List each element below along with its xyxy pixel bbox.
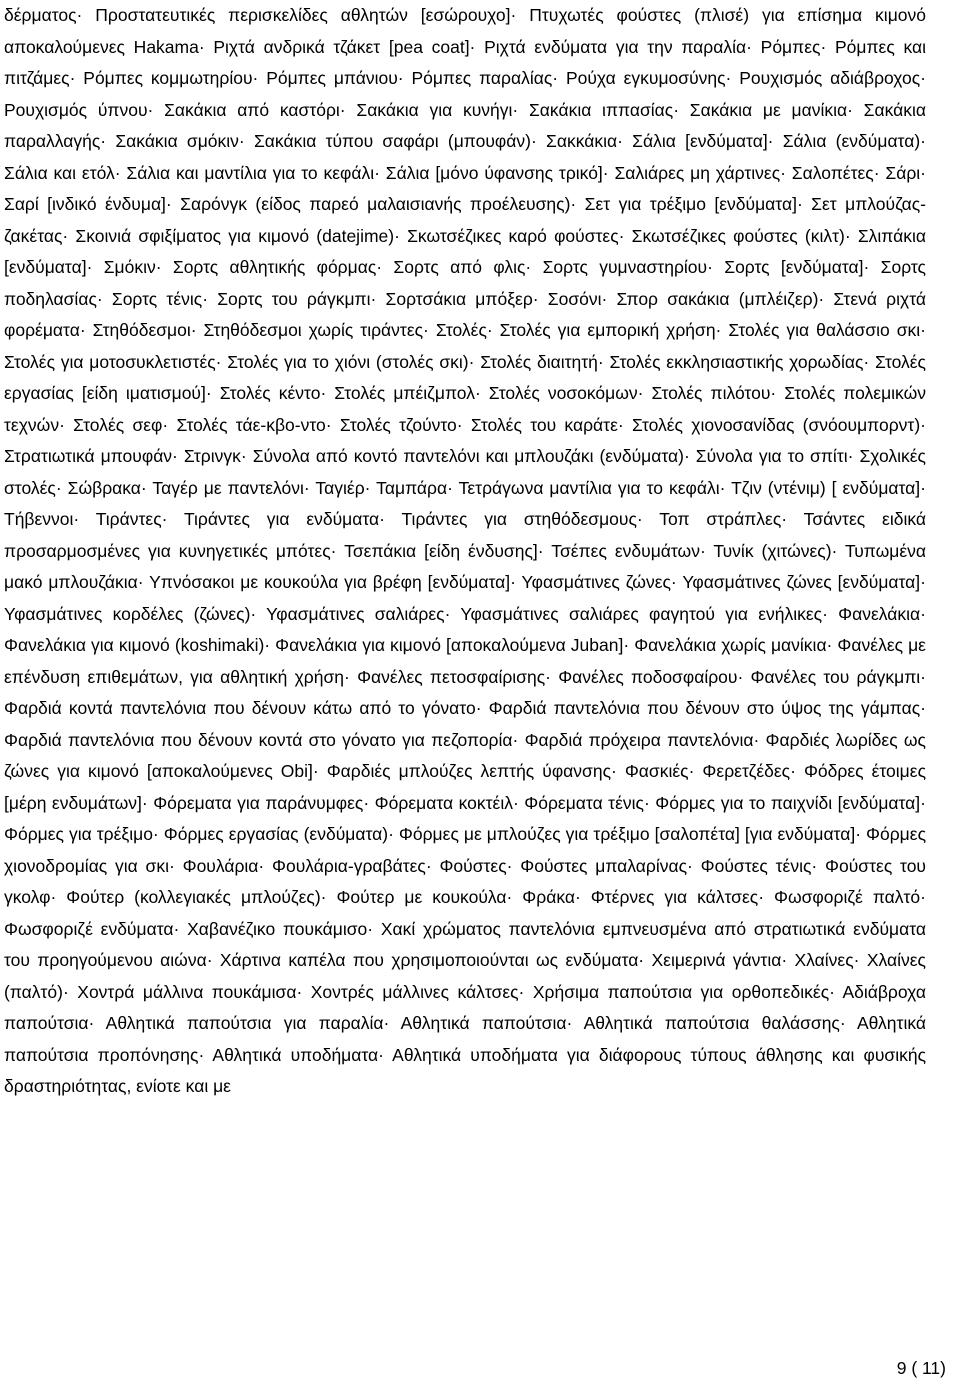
body-text-paragraph: δέρματος· Προστατευτικές περισκελίδες αθλητών [εσώρουχο]· Πτυχωτές φούστες (πλισέ) για επίσημα κιμονό αποκαλούμενες Hakama· Ριχτά ανδρικά τζάκετ [pea coat]· Ριχτά ενδύματα για την παραλία· Ρόμπες· Ρόμπες και πιτζάμες· Ρόμπες κομμωτηρίου· Ρόμπες μπάνιου· Ρόμπες παραλίας· Ρούχα εγκυμοσύνης· Ρουχισμός αδιάβροχος· Ρουχισμός ύπνου· Σακάκια από καστόρι· Σακάκια για κυνήγι· Σακάκια ιππασίας· Σακάκια με μανίκια· Σακάκια παραλλαγής· Σακάκια σμόκιν· Σακάκια τύπου σαφάρι (μπουφάν)· Σακκάκια· Σάλια [ενδύματα]· Σάλια (ενδύματα)· Σάλια και ετόλ· Σάλια και μαντίλια για το κεφάλι· Σάλια [μόνο ύφανσης τρικό]· Σαλιάρες μη χάρτινες· Σαλοπέτες· Σάρι· Σαρί [ινδικό ένδυμα]· Σαρόνγκ (είδος παρεό μαλαισιανής προέλευσης)· Σετ για τρέξιμο [ενδύματα]· Σετ μπλούζας-ζακέτας· Σκοινιά σφιξίματος για κιμονό (datejime)· Σκωτσέζικες καρό φούστες· Σκωτσέζικες φούστες (κιλτ)· Σλιπάκια [ενδύματα]· Σμόκιν· Σορτς αθλητικής φόρμας· Σορτς από φλις· Σορτς γυμναστηρίου· Σορτς [ενδύματα]· Σορτς ποδηλασίας· Σορτς τένις· Σορτς του ράγκμπι· Σορτσάκια μπόξερ· Σοσόνι· Σπορ σακάκια (μπλέιζερ)· Στενά ριχτά φορέματα· Στηθόδεσμοι· Στηθόδεσμοι χωρίς τιράντες· Στολές· Στολές για εμπορική χρήση· Στολές για θαλάσσιο σκι· Στολές για μοτοσυκλετιστές· Στολές για το χιόνι (στολές σκι)· Στολές διαιτητή· Στολές εκκλησιαστικής χορωδίας· Στολές εργασίας [είδη ιματισμού]· Στολές κέντο· Στολές μπέιζμπολ· Στολές νοσοκόμων· Στολές πιλότου· Στολές πολεμικών τεχνών· Στολές σεφ· Στολές τάε-κβο-ντο· Στολές τζούντο· Στολές του καράτε· Στολές χιονοσανίδας (σνόουμπορντ)· Στρατιωτικά μπουφάν· Στρινγκ· Σύνολα από κοντό παντελόνι και μπλουζάκι (ενδύματα)· Σύνολα για το σπίτι· Σχολικές στολές· Σώβρακα· Ταγέρ με παντελόνι· Ταγιέρ· Ταμπάρα· Τετράγωνα μαντίλια για το κεφάλι· Τζιν (ντένιμ) [ ενδύματα]· Τήβεννοι· Τιράντες· Τιράντες για ενδύματα· Τιράντες για στηθόδεσμους· Τοπ στράπλες· Τσάντες ειδικά προσαρμοσμένες για κυνηγετικές μπότες· Τσεπάκια [είδη ένδυσης]· Τσέπες ενδυμάτων· Τυνίκ (χιτώνες)· Τυπωμένα μακό μπλουζάκια· Υπνόσακοι με κουκούλα για βρέφη [ενδύματα]· Υφασμάτινες ζώνες· Υφασμάτινες ζώνες [ενδύματα]· Υφασμάτινες κορδέλες (ζώνες)· Υφασμάτινες σαλιάρες· Υφασμάτινες σαλιάρες φαγητού για ενήλικες· Φανελάκια· Φανελάκια για κιμονό (koshimaki)· Φανελάκια για κιμονό [αποκαλούμενα Juban]· Φανελάκια χωρίς μανίκια· Φανέλες με επένδυση επιθεμάτων, για αθλητική χρήση· Φανέλες πετοσφαίρισης· Φανέλες ποδοσφαίρου· Φανέλες του ράγκμπι· Φαρδιά κοντά παντελόνια που δένουν κάτω από το γόνατο· Φαρδιά παντελόνια που δένουν στο ύψος της γάμπας· Φαρδιά παντελόνια που δένουν κοντά στο γόνατο για πεζοπορία· Φαρδιά πρόχειρα παντελόνια· Φαρδιές λωρίδες ως ζώνες για κιμονό [αποκαλούμενες Obi]· Φαρδιές μπλούζες λεπτής ύφανσης· Φασκιές· Φερετζέδες· Φόδρες έτοιμες [μέρη ενδυμάτων]· Φόρεματα για παράνυμφες· Φόρεματα κοκτέιλ· Φόρεματα τένις· Φόρμες για το παιχνίδι [ενδύματα]· Φόρμες για τρέξιμο· Φόρμες εργασίας (ενδύματα)· Φόρμες με μπλούζες για τρέξιμο [σαλοπέτα] [για ενδύματα]· Φόρμες χιονοδρομίας για σκι· Φουλάρια· Φουλάρια-γραβάτες· Φούστες· Φούστες μπαλαρίνας· Φούστες τένις· Φούστες του γκολφ· Φούτερ (κολλεγιακές μπλούζες)· Φούτερ με κουκούλα· Φράκα· Φτέρνες για κάλτσες· Φωσφοριζέ παλτό· Φωσφοριζέ ενδύματα· Χαβανέζικο πουκάμισο· Χακί χρώματος παντελόνια εμπνευσμένα από στρατιωτικά ενδύματα του προηγούμενου αιώνα· Χάρτινα καπέλα που χρησιμοποιούνται ως ενδύματα· Χειμερινά γάντια· Χλαίνες· Χλαίνες (παλτό)· Χοντρά μάλλινα πουκάμισα· Χοντρές μάλλινες κάλτσες· Χρήσιμα παπούτσια για ορθοπεδικές· Αδιάβροχα παπούτσια· Αθλητικά παπούτσια για παραλία· Αθλητικά παπούτσια· Αθλητικά παπούτσια θαλάσσης· Αθλητικά παπούτσια προπόνησης· Αθλητικά υποδήματα· Αθλητικά υποδήματα για διάφορους τύπους άθλησης και φυσικής δραστηριότητας, ενίοτε και με xyxy=(4,5,926,1096)
page-number: 9 ( 11) xyxy=(896,1358,946,1378)
